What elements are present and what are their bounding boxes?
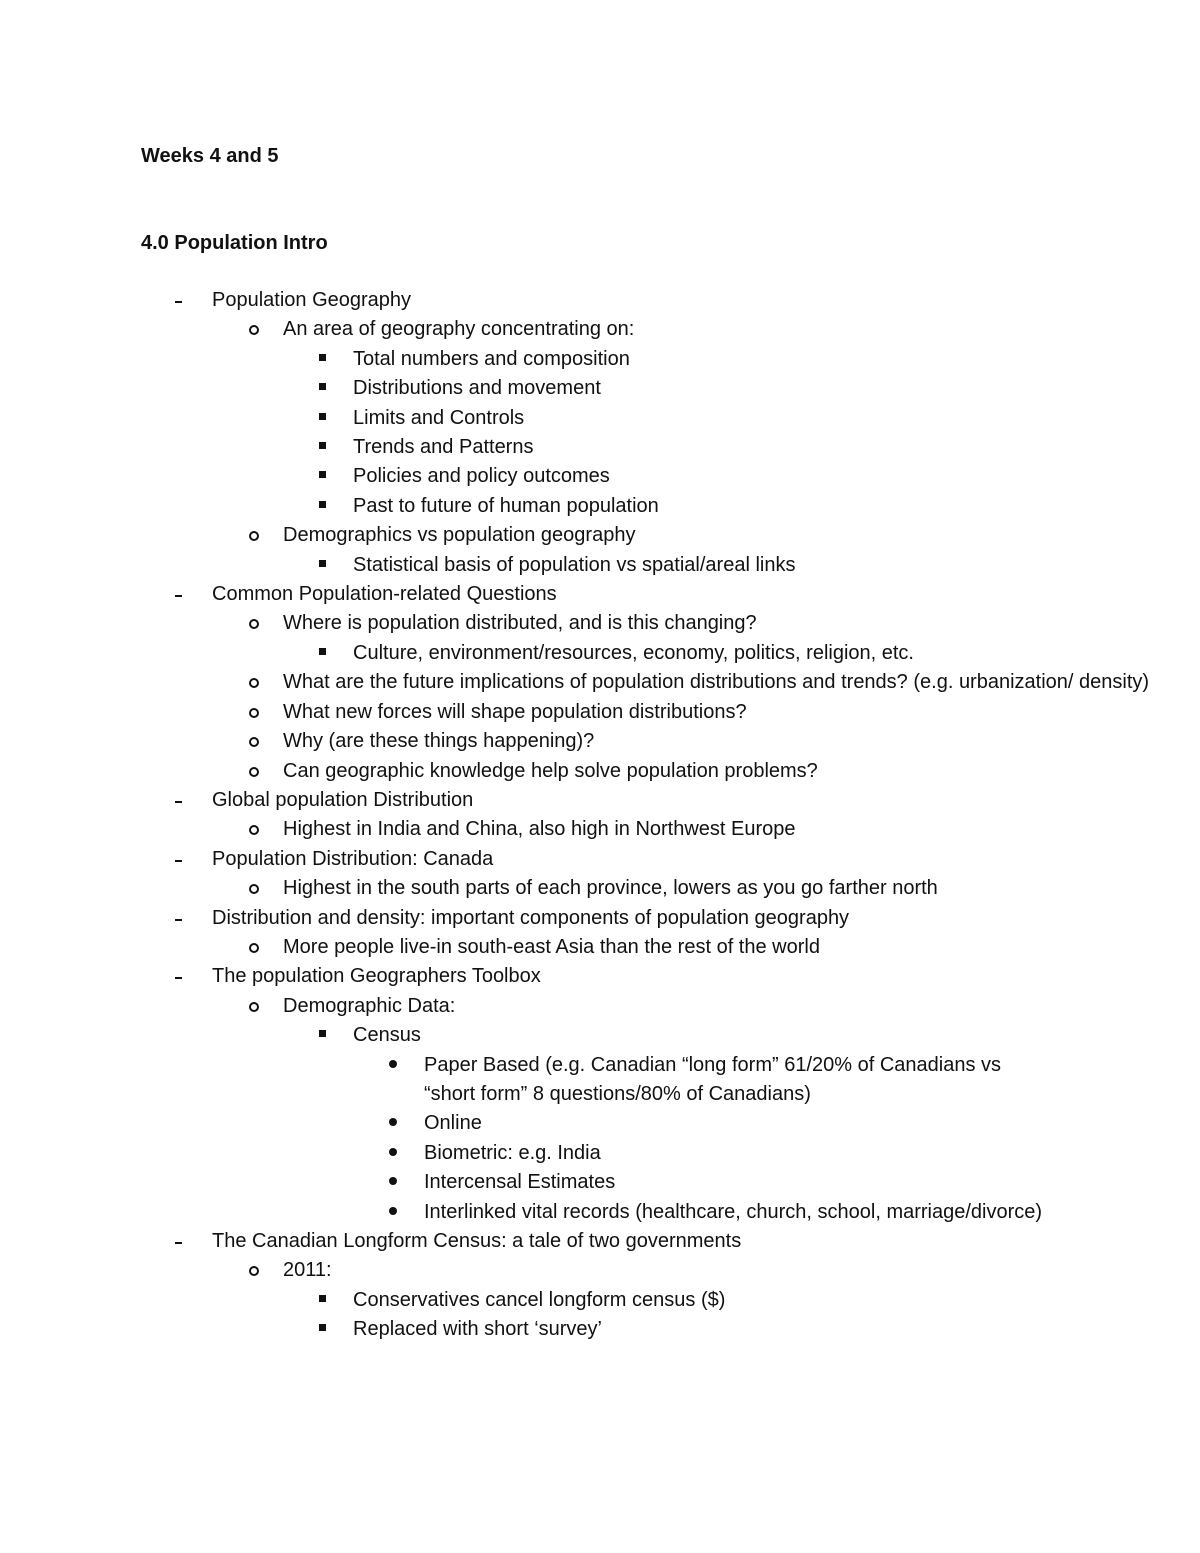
outline-item-text: Policies and policy outcomes (353, 465, 610, 488)
outline-item-text: Population Geography (212, 289, 412, 311)
outline-item (0, 1051, 1200, 1110)
outline-item-text: Common Population-related Questions (212, 583, 557, 606)
outline-item-text: Conservatives cancel longform census ($) (353, 1288, 726, 1311)
outline-item (0, 374, 1200, 403)
outline-item-text: Intercensal Estimates (424, 1171, 616, 1194)
outline-item-text: Statistical basis of population vs spatial/areal links (353, 553, 796, 576)
outline-item (0, 492, 1200, 521)
outline-item-text: Demographics vs population geography (283, 524, 636, 547)
outline-item-text: Why (are these things happening)? (283, 730, 595, 753)
outline-item (0, 698, 1200, 727)
outline-item (0, 1109, 1200, 1138)
outline-item (0, 1139, 1200, 1168)
outline-item-text: An area of geography concentrating on: (283, 318, 635, 341)
outline-item (0, 1198, 1200, 1227)
outline-item-text: What are the future implications of population distributions and trends? (e.g. urbanization/ density) (283, 671, 1150, 694)
outline-item-text: Online (424, 1112, 482, 1135)
outline-item (0, 551, 1200, 580)
outline-item-text: Trends and Patterns (353, 436, 534, 459)
outline-item (0, 1021, 1200, 1050)
outline-item-text: Biometric: e.g. India (424, 1141, 601, 1164)
outline-item (0, 315, 1200, 344)
section-heading: 4.0 Population Intro (141, 232, 328, 254)
outline-item (0, 345, 1200, 374)
outline-item (0, 1168, 1200, 1197)
outline-item-text: Replaced with short ‘survey’ (353, 1318, 602, 1341)
outline-item-text: More people live-in south-east Asia than the rest of the world (283, 935, 820, 958)
outline-item-text: Paper Based (e.g. Canadian “long form” 61/20% of Canadians vs “short form” 8 questions/80% of Canadians) (424, 1053, 1002, 1105)
outline-item (0, 1286, 1200, 1315)
outline-item-text: What new forces will shape population distributions? (283, 700, 747, 723)
outline-item-text: The population Geographers Toolbox (212, 965, 541, 988)
outline-item-text: Census (353, 1024, 421, 1047)
outline-item-text: Highest in India and China, also high in Northwest Europe (283, 818, 796, 841)
outline-item (0, 286, 1200, 315)
outline-item (0, 757, 1200, 786)
outline-item-text: Demographic Data: (283, 994, 456, 1017)
outline-item (0, 904, 1200, 933)
outline-item (0, 815, 1200, 844)
outline-item (0, 433, 1200, 462)
outline-item-text: The Canadian Longform Census: a tale of two governments (212, 1230, 742, 1252)
outline-item-text: Culture, environment/resources, economy, politics, religion, etc. (353, 641, 914, 664)
document-title: Weeks 4 and 5 (141, 145, 279, 167)
outline-item (0, 462, 1200, 491)
outline-item-text: Can geographic knowledge help solve population problems? (283, 759, 818, 782)
outline-item-text: Distributions and movement (353, 377, 601, 400)
outline-item-text: Global population Distribution (212, 788, 474, 811)
outline-item-text: Interlinked vital records (healthcare, church, school, marriage/divorce) (424, 1200, 1043, 1223)
outline-item (0, 992, 1200, 1021)
outline-item (0, 727, 1200, 756)
outline-item (0, 639, 1200, 668)
outline-item-text: Highest in the south parts of each province, lowers as you go farther north (283, 877, 938, 900)
outline-item (0, 609, 1200, 638)
outline-item (0, 1227, 1200, 1256)
notes-outline (0, 286, 1200, 1345)
outline-item-text: Population Distribution: Canada (212, 847, 494, 870)
outline-item-text: Where is population distributed, and is this changing? (283, 612, 757, 635)
outline-item (0, 845, 1200, 874)
outline-item (0, 404, 1200, 433)
outline-item (0, 962, 1200, 991)
outline-item (0, 786, 1200, 815)
outline-item-text: Past to future of human population (353, 494, 659, 517)
outline-item-text: 2011: (283, 1259, 332, 1282)
outline-item (0, 1256, 1200, 1285)
outline-item (0, 521, 1200, 550)
outline-item (0, 933, 1200, 962)
outline-item-text: Total numbers and composition (353, 347, 630, 370)
outline-item (0, 668, 1200, 697)
outline-item (0, 580, 1200, 609)
outline-item (0, 1315, 1200, 1344)
outline-item-text: Distribution and density: important components of population geography (212, 906, 850, 929)
outline-item-text: Limits and Controls (353, 406, 525, 429)
outline-item (0, 874, 1200, 903)
